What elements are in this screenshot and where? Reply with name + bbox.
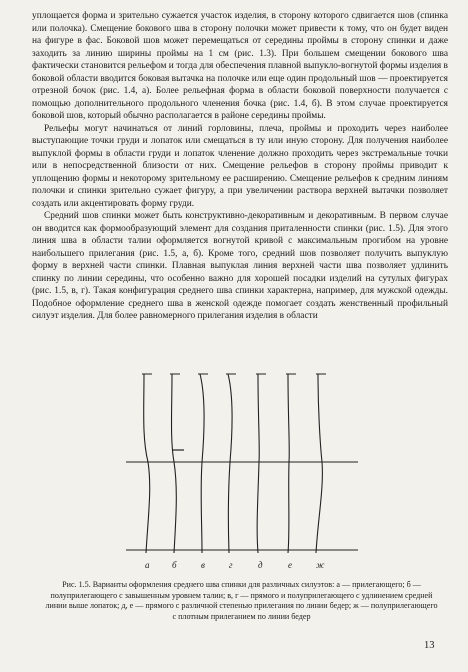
seam-zh: [316, 374, 326, 553]
label-e: е: [288, 560, 292, 570]
figure-1-5: [122, 368, 362, 578]
seam-b: [170, 374, 180, 553]
paragraph-3: Средний шов спинки может быть конструктивно-декоративным и декоративным. В первом случае он вводится как формообразующий элемент для создания приталенности спинки (рис. 1.5). Для этого линия шва в области талии оформляется вогнутой кривой с максимальным прогибом на уровне наибольшего прилегания (рис. 1.5, а, б). Кроме того, средний шов позволяет получить выпуклую форму в верхней части спинки. Плавная выпуклая линия верхней части шва позволяет удлинить спинку по линии середины, что особенно важно для хорошей посадки изделий на сутулых фигурах (рис. 1.5, в, г). Такая конфигурация среднего шва спинки характерна, например, для мужской одежды. Подобное оформление среднего шва в женской одежде помогает создать женственный профильный силуэт изделия. Для более равномерного прилегания изделия в области: [32, 211, 448, 321]
label-a: а: [145, 560, 150, 570]
label-zh: ж: [316, 560, 325, 570]
figure-caption: Рис. 1.5. Варианты оформления среднего шва спинки для различных силуэтов: а — прилегающего; б — полуприлегающего с завышенным уровнем талии; в, г — прямого и полуприлегающего с удлинением средней линии выше лопаток; д, е — прямого с различной степенью прилегания по линии бедер; ж — полуприлегающего с плотным прилеганием по линии бедер: [45, 580, 438, 621]
seam-e: [286, 374, 296, 553]
page-number: 13: [424, 640, 435, 651]
label-b: б: [172, 560, 177, 570]
seam-d: [256, 374, 266, 553]
seam-g: [226, 374, 236, 553]
label-v: в: [201, 560, 205, 570]
label-g: г: [229, 560, 233, 570]
seam-variants-diagram: [122, 368, 362, 578]
seam-v: [198, 374, 208, 553]
seam-a: [142, 374, 152, 553]
label-d: д: [258, 560, 263, 570]
seams-group: [142, 374, 326, 553]
body-text: [32, 10, 448, 323]
paragraph-1: уплощается форма и зрительно сужается участок изделия, в сторону которого сдвигается шов (спинка или полочка). Смещение бокового шва в сторону полочки может привести к тому, что он будет виден на фигуре в фас. Боковой шов может перемещаться от середины проймы в сторону спинки и даже заходить за линию ширины проймы на 1 см (рис. 1.3). При большем смещении бокового шва фактически становится рельефом и тогда для обеспечения плавной выпукло-вогнутой формы изделия в боковой области вводится боковая вытачка на полочке или еще один продольный шов — проектируется отрезной бочок (рис. 1.4, а). Более рельефная форма в области боковой поверхности получается с помощью дополнительного продольного членения бочка (рис. 1.4, б). В этом случае проектируется боковой шов, который обычно располагается в районе середины проймы.: [32, 11, 448, 121]
paragraph-2: Рельефы могут начинаться от линий горловины, плеча, проймы и проходить через наиболее выступающие точки груди и лопаток или смещаться в ту или иную сторону. Для получения наиболее выпуклой формы в области груди и лопаток членение должно проходить через экстремальные точки или в непосредственной близости от них. Смещение рельефов в сторону проймы приводит к уплощению формы и некоторому зрительному ее расширению. Смещение рельефов к средним линиям полочки и спинки зрительно сужает фигуру, а при увеличении раствора верхней вытачки позволяет создать или акцентировать форму груди.: [32, 123, 448, 209]
